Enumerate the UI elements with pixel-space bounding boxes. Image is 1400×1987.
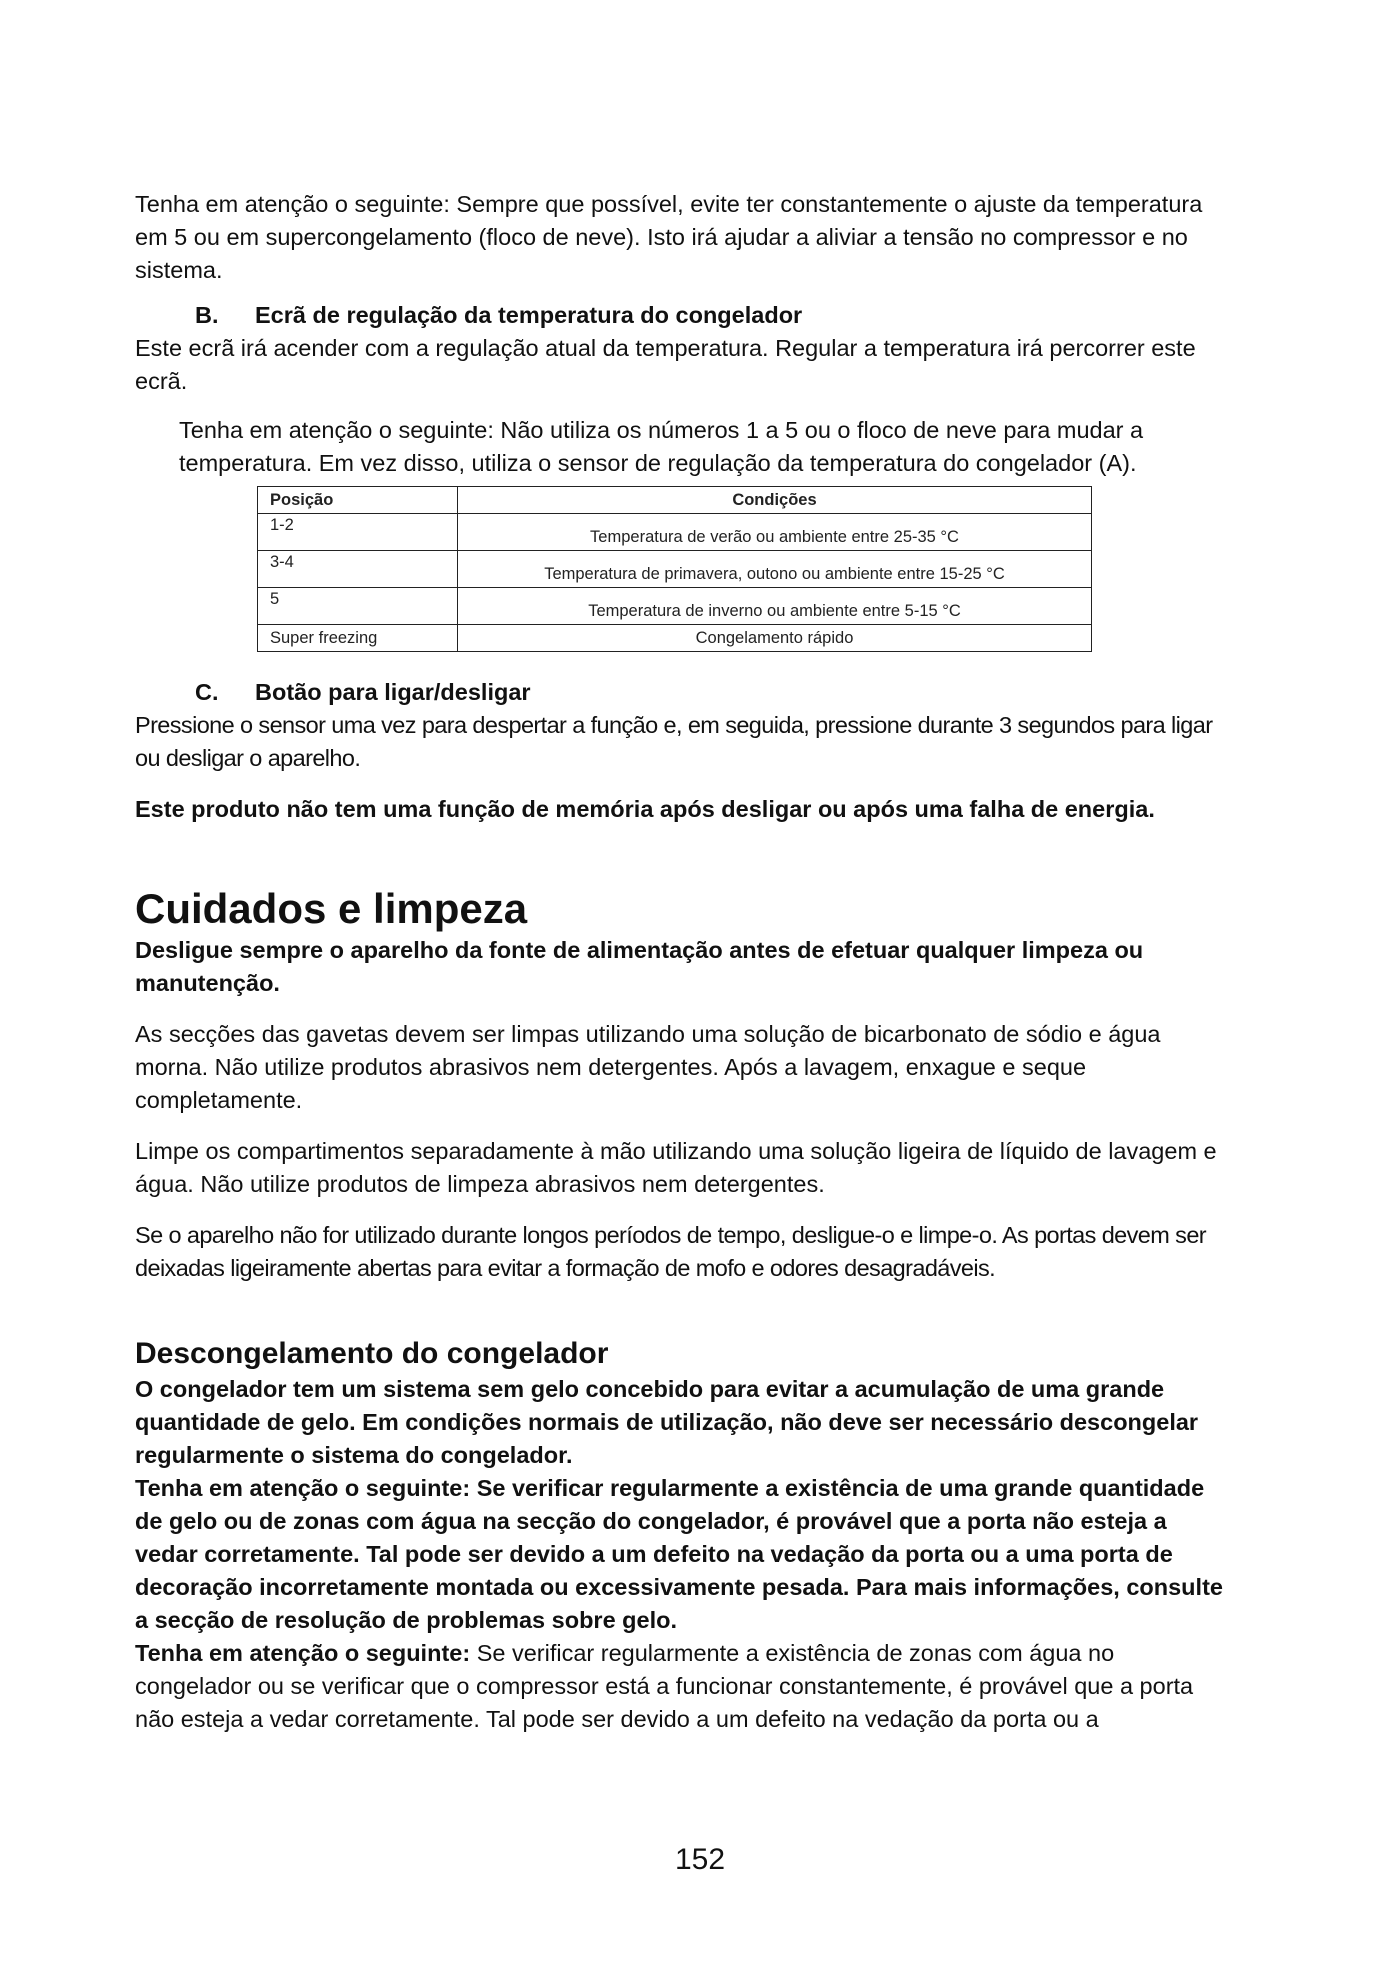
table-cell-position: Super freezing (258, 625, 458, 652)
section-b-title: Ecrã de regulação da temperatura do congelador (255, 302, 803, 328)
section-b-text: Este ecrã irá acender com a regulação atual da temperatura. Regular a temperatura irá percorrer este ecrã. (135, 335, 1196, 394)
page-content (135, 188, 1225, 1736)
section-c-text: Pressione o sensor uma vez para despertar a função e, em seguida, pressione durante 3 segundos para ligar ou desligar o aparelho. (135, 712, 1213, 771)
table-header-position: Posição (258, 487, 458, 514)
section-c-heading (135, 676, 1225, 709)
section-c-title: Botão para ligar/desligar (255, 679, 531, 705)
care-paragraph-3: Se o aparelho não for utilizado durante longos períodos de tempo, desligue-o e limpe-o. As portas devem ser deixadas ligeiramente abertas para evitar a formação de mofo e odores desagradáveis. (135, 1222, 1207, 1281)
table-cell-condition: Temperatura de primavera, outono ou ambiente entre 15-25 °C (458, 551, 1092, 588)
table-row (258, 514, 1092, 551)
defrost-bold-paragraph-2: Tenha em atenção o seguinte: Se verificar regularmente a existência de uma grande quantidade de gelo ou de zonas com água na secção do congelador, é provável que a porta não esteja a vedar corretamente. Tal pode ser devido a um defeito na vedação da porta ou a uma porta de decoração incorretamente montada ou excessivamente pesada. Para mais informações, consulte a secção de resolução de problemas sobre gelo. (135, 1475, 1223, 1633)
table-cell-condition: Congelamento rápido (458, 625, 1092, 652)
table-row (258, 551, 1092, 588)
table-cell-condition: Temperatura de inverno ou ambiente entre 5-15 °C (458, 588, 1092, 625)
table-header-row (258, 487, 1092, 514)
table-row (258, 625, 1092, 652)
table-cell-condition: Temperatura de verão ou ambiente entre 25-35 °C (458, 514, 1092, 551)
defrost-bold-paragraph-1: O congelador tem um sistema sem gelo concebido para evitar a acumulação de uma grande quantidade de gelo. Em condições normais de utilização, não deve ser necessário descongelar regularmente o sistema do congelador. (135, 1376, 1199, 1468)
defrost-note (135, 1637, 1225, 1736)
table-header-conditions: Condições (458, 487, 1092, 514)
care-warning: Desligue sempre o aparelho da fonte de alimentação antes de efetuar qualquer limpeza ou manutenção. (135, 937, 1144, 996)
section-c-bold-note: Este produto não tem uma função de memória após desligar ou após uma falha de energia. (135, 796, 1155, 822)
section-b-letter: B. (195, 302, 219, 328)
intro-note: Tenha em atenção o seguinte: Sempre que possível, evite ter constantemente o ajuste da temperatura em 5 ou em supercongelamento (floco de neve). Isto irá ajudar a aliviar a tensão no compressor e no sistema. (135, 191, 1203, 283)
section-c-letter: C. (195, 679, 219, 705)
temperature-table (257, 486, 1092, 652)
table-cell-position: 1-2 (258, 514, 458, 551)
care-paragraph-2: Limpe os compartimentos separadamente à mão utilizando uma solução ligeira de líquido de lavagem e água. Não utilize produtos de limpeza abrasivos nem detergentes. (135, 1138, 1217, 1197)
defrost-note-label: Tenha em atenção o seguinte: (135, 1640, 471, 1666)
table-cell-position: 3-4 (258, 551, 458, 588)
section-b-heading (135, 299, 1225, 332)
page-number: 152 (674, 1843, 726, 1876)
care-paragraph-1: As secções das gavetas devem ser limpas utilizando uma solução de bicarbonato de sódio e água morna. Não utilize produtos abrasivos nem detergentes. Após a lavagem, enxague e seque completamente. (135, 1021, 1161, 1113)
table-row (258, 588, 1092, 625)
defrost-heading: Descongelamento do congelador (135, 1337, 609, 1370)
care-heading: Cuidados e limpeza (135, 885, 528, 932)
defrost-note-text: Se verificar regularmente a existência de zonas com água no congelador ou se verificar que o compressor está a funcionar constantemente, é provável que a porta não esteja a vedar corretamente. Tal pode ser devido a um defeito na vedação da porta ou a (135, 1640, 1194, 1732)
section-b-note: Tenha em atenção o seguinte: Não utiliza os números 1 a 5 ou o floco de neve para mudar a temperatura. Em vez disso, utiliza o sensor de regulação da temperatura do congelador (A). (179, 417, 1144, 476)
table-cell-position: 5 (258, 588, 458, 625)
